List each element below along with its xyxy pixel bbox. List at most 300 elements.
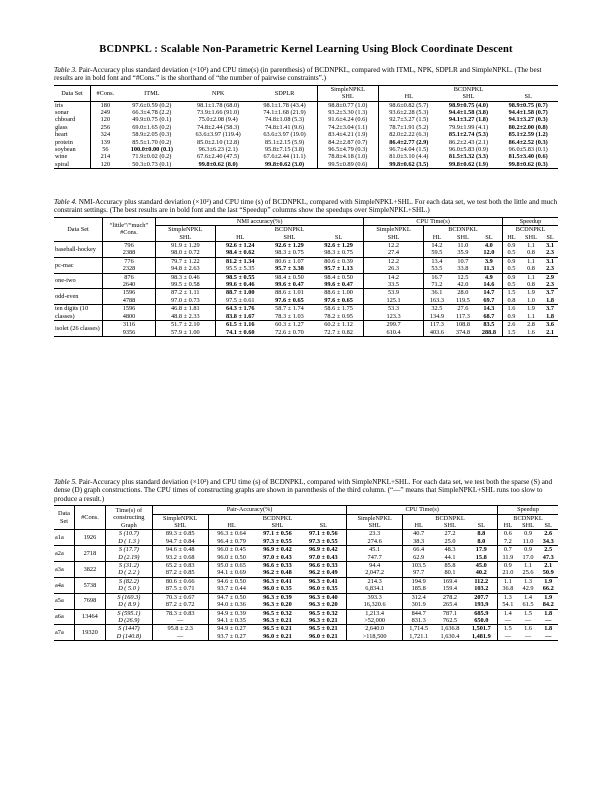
- t4-header-shl: SHL: [156, 234, 216, 242]
- cell-bcd-hl: 94.0 ± 0.36: [208, 601, 255, 609]
- cell-spd-sl: 66.2: [542, 585, 554, 593]
- cell-spd-sl: 84.2: [542, 601, 554, 609]
- cell-cpu-hl: 59.5: [423, 249, 450, 257]
- cell-cons: 324: [91, 131, 120, 138]
- t4-header-hl: HL: [215, 234, 265, 242]
- cell-simple-shl: 94.8 ± 2.63: [156, 265, 216, 273]
- cell-cpu-hl: 312.4: [402, 593, 434, 601]
- cell-simple-shl: 98.3 ± 0.46: [156, 273, 216, 281]
- cell-cpu-simple: 747.7: [347, 554, 403, 562]
- cell-cpu-sl: 193.9: [474, 601, 489, 609]
- cell-spd-sl: 3.1: [546, 242, 554, 250]
- cell-simple-shl: 70.3 ± 0.67: [152, 593, 208, 601]
- cell-spd-shl: 1.1: [527, 273, 535, 281]
- cell-cpu-simple: 16,320.6: [347, 601, 403, 609]
- cell-bcd-sl: 78.2 ± 0.95: [324, 312, 353, 320]
- cell-sl: 96.0±5.83 (0.1): [508, 146, 548, 154]
- cell-bcd-hl: 92.6 ± 1.24: [215, 242, 265, 250]
- cell-cpu-sl: 14.3: [483, 305, 495, 313]
- cell-cons: 120: [91, 161, 120, 169]
- cell-cpu-shl: 42.0: [457, 281, 469, 289]
- cell-simple-shl: —: [152, 633, 208, 641]
- cell-cpu-sl: 207.7: [474, 593, 489, 601]
- table-row: [54, 265, 558, 273]
- cell-bcd-shl: 98.3 ± 0.75: [275, 249, 304, 257]
- cell-spd-shl: 1.9: [527, 289, 535, 297]
- table-row: [54, 593, 558, 601]
- cell-sl: 94.1±3.27 (0.3): [508, 116, 548, 124]
- t4-header-dataset: Data Set: [67, 225, 89, 233]
- cell-sl: 85.1±2.59 (1.2): [508, 131, 548, 139]
- cell-cpu-sl: 14.6: [483, 281, 495, 289]
- table-row: [54, 297, 558, 305]
- table-row: [54, 554, 558, 562]
- t3-header-hl: HL: [378, 93, 438, 101]
- cell-bcd-sl: 96.3 ± 0.21: [308, 616, 338, 624]
- cell-spd-hl: 1.4: [498, 609, 518, 617]
- cell-cons: 139: [91, 139, 120, 146]
- cell-cpu-simple: 123.3: [364, 313, 424, 321]
- cell-spd-shl: 61.5: [522, 601, 534, 609]
- cell-spd-shl: 42.9: [522, 585, 534, 593]
- cell-itml: 69.0±1.65 (0.2): [132, 123, 172, 131]
- cell-dataset: sonar: [55, 109, 69, 117]
- table-5-caption: [54, 478, 558, 503]
- cell-cpu-simple: 393.3: [347, 593, 403, 601]
- cell-bcd-sl: 80.6 ± 0.39: [324, 257, 353, 265]
- t5-header-bcdnpkl-cpu: BCDNPKL: [402, 514, 497, 522]
- t4-header-cpu: CPU Time(s): [364, 217, 503, 225]
- t5-header-hl: HL: [208, 522, 255, 530]
- cell-cpu-simple: 214.3: [347, 577, 403, 585]
- cell-cpu-sl: 45.0: [475, 562, 487, 570]
- cell-npk: 99.8±0.62 (8.0): [198, 160, 238, 168]
- cell-cpu-shl: 80.1: [444, 569, 456, 577]
- cell-cons: 876: [103, 273, 156, 281]
- cell-bcd-shl: 96.5 ± 0.32: [263, 609, 292, 617]
- cell-sdplr: 85.1±2.15 (5.9): [264, 138, 305, 146]
- t3-header-itml: ITML: [144, 89, 160, 97]
- cell-bcd-shl: 97.6 ± 0.65: [275, 296, 304, 304]
- cell-cpu-simple: 12.2: [364, 242, 424, 250]
- cell-cpu-hl: 831.3: [402, 617, 434, 625]
- table-4: [54, 217, 558, 337]
- cell-cons: 7698: [75, 593, 106, 609]
- table-row: [54, 124, 558, 131]
- cell-bcd-hl: 97.5 ± 0.61: [215, 297, 265, 305]
- cell-bcd-shl: 97.1 ± 0.56: [263, 530, 292, 538]
- cell-simple-shl: 87.5 ± 0.71: [152, 585, 208, 593]
- cell-spd-shl: 1.3: [524, 577, 532, 585]
- cell-spd-hl: 0.9: [502, 242, 519, 250]
- table-row: [54, 257, 558, 265]
- cell-cpu-sl: 15.8: [475, 553, 487, 561]
- cell-hl: 81.0±3.10 (4.4): [378, 153, 438, 160]
- table-3: [54, 85, 558, 169]
- cell-shl: 99.5±0.89 (0.6): [317, 161, 378, 169]
- cell-cpu-simple: 610.4: [364, 329, 424, 337]
- cell-sl: 80.2±2.00 (0.8): [508, 123, 548, 131]
- t5-header-dataset: Data Set: [58, 510, 70, 525]
- cell-shl2: 98.9±0.75 (4.0): [448, 101, 489, 109]
- cell-cpu-sl: 1,481.9: [471, 632, 491, 640]
- cell-bcd-sl: 96.6 ± 0.33: [308, 562, 338, 570]
- cell-sdplr: 74.1±1.68 (21.9): [263, 109, 306, 117]
- cell-spd-shl: —: [524, 616, 532, 624]
- cell-bcd-sl: 98.3 ± 0.75: [324, 249, 353, 257]
- cell-sl: 81.5±3.40 (0.6): [508, 153, 548, 161]
- cell-bcd-shl: 96.3 ± 0.21: [263, 616, 292, 624]
- t5-header-sl-speedup: SL: [544, 522, 552, 530]
- cell-graph: S (17.7): [105, 546, 152, 554]
- table-row: [54, 625, 558, 633]
- cell-bcd-sl: 95.7 ± 1.13: [324, 265, 353, 273]
- cell-spd-sl: 2.3: [546, 249, 554, 257]
- cell-spd-hl: 0.9: [498, 562, 518, 570]
- cell-shl2: 94.1±3.27 (1.8): [448, 116, 489, 124]
- cell-hl: 82.0±2.22 (6.3): [378, 131, 438, 138]
- cell-bcd-hl: 93.7 ± 0.44: [208, 585, 255, 593]
- cell-graph: D (26.9): [105, 617, 152, 625]
- table-5-block: [54, 478, 558, 641]
- cell-spd-hl: 0.7: [498, 546, 518, 554]
- t4-header-cons: “little”/“much” #Cons.: [103, 217, 156, 241]
- cell-spd-sl: 2.1: [544, 562, 553, 570]
- cell-cpu-sl: 12.0: [483, 249, 495, 257]
- cell-spd-sl: 3.6: [546, 321, 554, 329]
- cell-dataset: one-two: [55, 277, 76, 285]
- cell-hl: 93.6±2.28 (5.3): [378, 109, 438, 116]
- cell-spd-hl: 0.9: [502, 257, 519, 265]
- cell-cpu-sl: 11.3: [483, 265, 495, 273]
- cell-shl2: 81.5±3.32 (3.3): [448, 153, 489, 161]
- cell-bcd-shl: 96.6 ± 0.33: [263, 562, 292, 570]
- table-row: [54, 633, 558, 641]
- cell-spd-sl: 50.9: [542, 569, 554, 577]
- cell-bcd-shl: 78.3 ± 1.03: [275, 312, 304, 320]
- table-5: [54, 505, 558, 641]
- cell-simple-shl: 79.7 ± 1.22: [156, 257, 216, 265]
- cell-spd-shl: 1.1: [527, 312, 535, 320]
- cell-spd-hl: 0.6: [498, 530, 518, 538]
- cell-spd-sl: 47.3: [542, 553, 554, 561]
- cell-bcd-hl: 83.8 ± 1.67: [215, 313, 265, 321]
- cell-cpu-simple: 94.4: [347, 562, 403, 570]
- t3-header-dataset: Data Set: [61, 89, 83, 97]
- cell-bcd-hl: 88.7 ± 1.00: [215, 289, 265, 297]
- cell-cpu-sl: 1,501.7: [471, 625, 491, 633]
- cell-simple-shl: 78.3 ± 0.83: [152, 609, 208, 617]
- cell-cpu-simple: 53.3: [364, 305, 424, 313]
- cell-sdplr: 67.6±2.44 (11.1): [263, 153, 306, 161]
- cell-cpu-simple: 53.9: [364, 289, 424, 297]
- cell-spd-shl: 1.1: [527, 257, 535, 265]
- cell-graph: S (1447): [105, 625, 152, 633]
- cell-bcd-hl: 96.4 ± 0.79: [208, 538, 255, 546]
- cell-cpu-sl: 83.5: [483, 321, 495, 329]
- cell-spd-shl: 1.1: [524, 562, 532, 570]
- cell-graph: D (140.8): [105, 633, 152, 641]
- cell-spd-hl: 36.8: [498, 585, 518, 593]
- cell-cpu-shl: 1,636.8: [440, 625, 460, 633]
- cell-simple-shl: 98.0 ± 0.72: [156, 249, 216, 257]
- cell-cpu-sl: 69.7: [483, 296, 495, 304]
- cell-cpu-sl: 103.2: [474, 585, 489, 593]
- t5-header-cons: #Cons.: [75, 506, 106, 530]
- cell-hl: 92.7±3.27 (1.5): [378, 116, 438, 123]
- cell-cpu-sl: 112.2: [474, 577, 489, 585]
- cell-cpu-sl: 4.0: [484, 242, 493, 250]
- cell-bcd-hl: 96.0 ± 0.50: [208, 554, 255, 562]
- cell-cpu-sl: 650.0: [474, 616, 489, 624]
- running-head: BCDNPKL : Scalable Non-Parametric Kernel Learning Using Block Coordinate Descent: [99, 44, 513, 55]
- t5-header-shl-cpu: SHL: [347, 522, 403, 530]
- cell-cpu-shl: 117.3: [455, 312, 470, 320]
- table-4-block: [54, 198, 558, 337]
- cell-bcd-hl: 99.6 ± 0.46: [215, 281, 265, 289]
- cell-cpu-simple: 2,640.0: [347, 625, 403, 633]
- cell-cons: 19320: [75, 625, 106, 641]
- cell-cons: 4800: [103, 313, 156, 321]
- t4-header-sl: SL: [334, 233, 343, 241]
- cell-cpu-shl: 762.5: [442, 616, 458, 624]
- cell-itml: 97.6±0.59 (0.2): [132, 101, 172, 109]
- cell-simple-shl: 65.2 ± 0.83: [152, 562, 208, 570]
- cell-cpu-hl: 1,721.1: [402, 633, 434, 641]
- cell-cpu-sl: 4.9: [484, 273, 493, 281]
- cell-dataset: iris: [55, 101, 64, 109]
- cell-simple-shl: 94.7 ± 0.84: [152, 538, 208, 546]
- cell-cpu-shl: 374.8: [455, 328, 470, 336]
- table-row: [54, 146, 558, 153]
- cell-shl2: 96.0±5.83 (0.9): [448, 146, 489, 154]
- cell-cpu-hl: 14.2: [423, 242, 450, 250]
- cell-spd-sl: 2.5: [544, 546, 553, 554]
- cell-graph: D ( 5.0 ): [105, 585, 152, 593]
- table-row: [54, 289, 558, 297]
- cell-cpu-shl: 119.5: [455, 296, 470, 304]
- t5-header-bcdnpkl: BCDNPKL: [208, 514, 347, 522]
- cell-cons: 5738: [75, 577, 106, 593]
- table-4-label: Table 4.: [54, 198, 77, 206]
- cell-npk: 63.6±3.97 (119.4): [195, 131, 241, 139]
- table-row: [54, 577, 558, 585]
- cell-bcd-shl: 96.3 ± 0.20: [263, 601, 292, 609]
- table-row: [54, 329, 558, 337]
- cell-bcd-shl: 97.3 ± 0.55: [263, 537, 292, 545]
- table-row: [54, 161, 558, 169]
- cell-spd-sl: 3.1: [546, 257, 554, 265]
- cell-itml: 66.3±4.78 (2.2): [132, 109, 172, 117]
- cell-bcd-shl: 60.3 ± 1.27: [275, 321, 304, 329]
- cell-dataset: wine: [55, 153, 68, 161]
- t3-header-simplenpkl: SimpleNPKL: [317, 85, 378, 93]
- cell-cpu-hl: 134.9: [423, 313, 450, 321]
- cell-cpu-shl: 1,630.4: [440, 632, 460, 640]
- cell-spd-sl: 1.8: [544, 625, 553, 633]
- cell-dataset: glass: [55, 123, 68, 131]
- cell-cons: 256: [91, 124, 120, 131]
- cell-spd-shl: 1.0: [527, 296, 535, 304]
- cell-cpu-sl: 8.0: [477, 537, 486, 545]
- t4-header-shl-cpu: SHL: [364, 234, 424, 242]
- cell-cpu-shl: 33.8: [457, 265, 469, 273]
- cell-cpu-shl: 278.2: [442, 593, 458, 601]
- cell-sdplr: 74.8±1.08 (5.3): [264, 116, 305, 124]
- cell-graph: S (31.2): [105, 562, 152, 570]
- cell-spd-hl: —: [498, 633, 518, 641]
- t5-header-shl-bcd-cpu: SHL: [444, 522, 456, 530]
- cell-bcd-hl: 64.3 ± 1.76: [215, 305, 265, 313]
- cell-cpu-simple: >118,500: [347, 633, 403, 641]
- cell-graph: D ( 1.3 ): [105, 538, 152, 546]
- table-3-caption-text: Pair-Accuracy plus standard deviation (×10²) and CPU time(s) (in parenthesis) of BCDNPKL, compared with ITML, NPK, SDPLR and SimpleNPKL. (The best results are in bold font and “#Cons.” is the shorthand of “the number of pairwise constraints”.): [54, 66, 542, 83]
- cell-bcd-hl: 74.1 ± 0.60: [215, 329, 265, 337]
- cell-spd-shl: 0.8: [527, 265, 535, 273]
- cell-bcd-shl: 80.6 ± 1.07: [275, 257, 304, 265]
- cell-cpu-hl: 38.3: [402, 538, 434, 546]
- cell-sdplr: 99.8±0.62 (3.0): [264, 160, 305, 168]
- cell-spd-hl: 1.1: [498, 577, 518, 585]
- cell-spd-hl: 0.9: [502, 313, 519, 321]
- cell-bcd-sl: 96.5 ± 0.21: [308, 625, 338, 633]
- cell-bcd-hl: 94.1 ± 0.69: [208, 569, 255, 577]
- cell-simple-shl: 99.5 ± 0.58: [156, 281, 216, 289]
- cell-hl: 86.4±2.77 (2.9): [378, 139, 438, 146]
- t5-header-shl-speedup: SHL: [522, 522, 535, 530]
- cell-sl: 94.4±1.58 (0.7): [508, 109, 548, 117]
- cell-spd-shl: 1.9: [527, 305, 535, 313]
- cell-hl: 99.8±0.62 (3.5): [378, 161, 438, 169]
- t4-header-nmi: NMI accuracy(%): [156, 217, 364, 225]
- cell-dataset: a4a: [55, 581, 64, 589]
- cell-spd-sl: —: [545, 616, 552, 624]
- cell-cpu-shl: 27.6: [457, 305, 469, 313]
- t3-header-npk: NPK: [211, 89, 225, 97]
- cell-spd-sl: 1.9: [544, 577, 553, 585]
- cell-cpu-simple: 45.1: [347, 546, 403, 554]
- t5-header-hl-cpu: HL: [402, 522, 434, 530]
- cell-cons: 1596: [103, 305, 156, 313]
- cell-cons: 214: [91, 153, 120, 160]
- cell-cons: 120: [91, 116, 120, 123]
- t4-header-bcdnpkl-speedup: BCDNPKL: [502, 226, 558, 234]
- cell-spd-sl: —: [545, 632, 552, 640]
- cell-npk: 73.9±1.66 (91.0): [196, 109, 240, 117]
- cell-itml: 50.3±0.73 (0.1): [132, 160, 172, 168]
- cell-cpu-simple: 1,213.4: [347, 609, 403, 617]
- table-4-caption-text: NMI-Accuracy plus standard deviation (×10²) and CPU time (s) of BCDNPKL, compared with SimpleNPKL+SHL. For each data set, we test both the little and much constraint settings. (The best results are in bold font and the last “Speedup” columns show the speedups over SimpleNPKL+SHL.): [54, 198, 558, 215]
- table-row: [54, 242, 558, 250]
- cell-cpu-hl: 53.5: [423, 265, 450, 273]
- table-row: [54, 321, 558, 329]
- cell-bcd-hl: 61.5 ± 1.16: [215, 321, 265, 329]
- cell-bcd-hl: 96.0 ± 0.45: [208, 546, 255, 554]
- table-row: [54, 609, 558, 617]
- cell-cons: 180: [91, 101, 120, 109]
- table-3-caption: [54, 66, 558, 83]
- cell-cpu-hl: 40.7: [402, 530, 434, 538]
- cell-cons: 1926: [75, 530, 106, 546]
- cell-shl: 74.2±3.04 (1.1): [317, 124, 378, 131]
- cell-cpu-simple: 2,047.2: [347, 569, 403, 577]
- cell-cpu-hl: 163.3: [423, 297, 450, 305]
- table-3-label: Table 3.: [54, 66, 77, 74]
- cell-spd-shl: 1.6: [524, 625, 532, 633]
- cell-spd-shl: 0.8: [527, 281, 535, 289]
- cell-cpu-sl: 17.9: [475, 546, 487, 554]
- cell-cpu-hl: 13.4: [423, 257, 450, 265]
- cell-cons: 3116: [103, 321, 156, 329]
- table-5-body: [54, 530, 558, 641]
- cell-cpu-shl: 85.8: [444, 562, 456, 570]
- t5-header-simplenpkl-cpu: SimpleNPKL: [347, 514, 403, 522]
- cell-spd-sl: 2.6: [544, 530, 553, 538]
- cell-cpu-shl: 12.5: [457, 273, 469, 281]
- cell-npk: 85.0±2.10 (12.8): [196, 138, 240, 146]
- cell-cpu-hl: 62.9: [402, 554, 434, 562]
- cell-spd-hl: 0.5: [502, 249, 519, 257]
- cell-spd-sl: 1.9: [544, 593, 553, 601]
- cell-graph: D ( 2.2 ): [105, 569, 152, 577]
- cell-shl2: 99.8±0.62 (1.9): [448, 160, 489, 168]
- cell-shl: 96.5±4.79 (0.3): [317, 146, 378, 153]
- cell-cpu-hl: 403.6: [423, 329, 450, 337]
- cell-shl2: 86.2±2.43 (2.1): [448, 138, 489, 146]
- cell-dataset: a2a: [55, 549, 64, 557]
- cell-simple-shl: 87.2 ± 0.72: [152, 601, 208, 609]
- cell-cons: 56: [91, 146, 120, 153]
- cell-graph: D (2.19): [105, 554, 152, 562]
- cell-cpu-simple: >52,000: [347, 617, 403, 625]
- cell-bcd-hl: 94.1 ± 0.35: [208, 617, 255, 625]
- cell-itml: 71.9±0.02 (0.2): [132, 153, 172, 161]
- cell-shl: 78.8±4.18 (1.0): [317, 153, 378, 160]
- cell-cpu-sl: 8.8: [477, 530, 486, 538]
- cell-cpu-sl: 14.7: [483, 289, 495, 297]
- cell-cpu-simple: 12.2: [364, 257, 424, 265]
- cell-bcd-hl: 93.7 ± 0.27: [208, 633, 255, 641]
- cell-cpu-hl: 1,714.5: [402, 625, 434, 633]
- cell-cpu-shl: 27.2: [444, 530, 456, 538]
- t5-header-shl: SHL: [152, 522, 208, 530]
- cell-spd-sl: 2.9: [546, 273, 554, 281]
- cell-cpu-shl: 787.1: [442, 609, 458, 617]
- table-row: [54, 562, 558, 570]
- cell-simple-shl: —: [152, 617, 208, 625]
- cell-cons: 2640: [103, 281, 156, 289]
- t4-header-bcdnpkl: BCDNPKL: [215, 226, 364, 234]
- t5-header-hl-speedup: HL: [498, 522, 518, 530]
- cell-cpu-hl: 36.1: [423, 289, 450, 297]
- cell-bcd-sl: 97.1 ± 0.56: [308, 530, 338, 538]
- table-row: [54, 139, 558, 146]
- cell-spd-shl: 25.6: [522, 569, 534, 577]
- cell-shl: 84.2±2.87 (0.7): [317, 139, 378, 146]
- cell-cons: 3822: [75, 562, 106, 578]
- cell-cpu-simple: 14.2: [364, 273, 424, 281]
- cell-bcd-shl: 88.6 ± 1.01: [275, 289, 304, 297]
- cell-dataset: a7a: [55, 629, 64, 637]
- t3-header-shl-bcd: SHL: [462, 93, 475, 101]
- cell-bcd-shl: 98.4 ± 0.50: [275, 273, 304, 281]
- cell-sl: 98.9±0.75 (0.7): [508, 101, 548, 109]
- cell-hl: 96.7±4.04 (1.5): [378, 146, 438, 153]
- table-row: [54, 101, 558, 109]
- cell-cpu-hl: 185.8: [402, 585, 434, 593]
- cell-cons: 2718: [75, 546, 106, 562]
- t5-header-speedup: Speedup: [498, 506, 559, 514]
